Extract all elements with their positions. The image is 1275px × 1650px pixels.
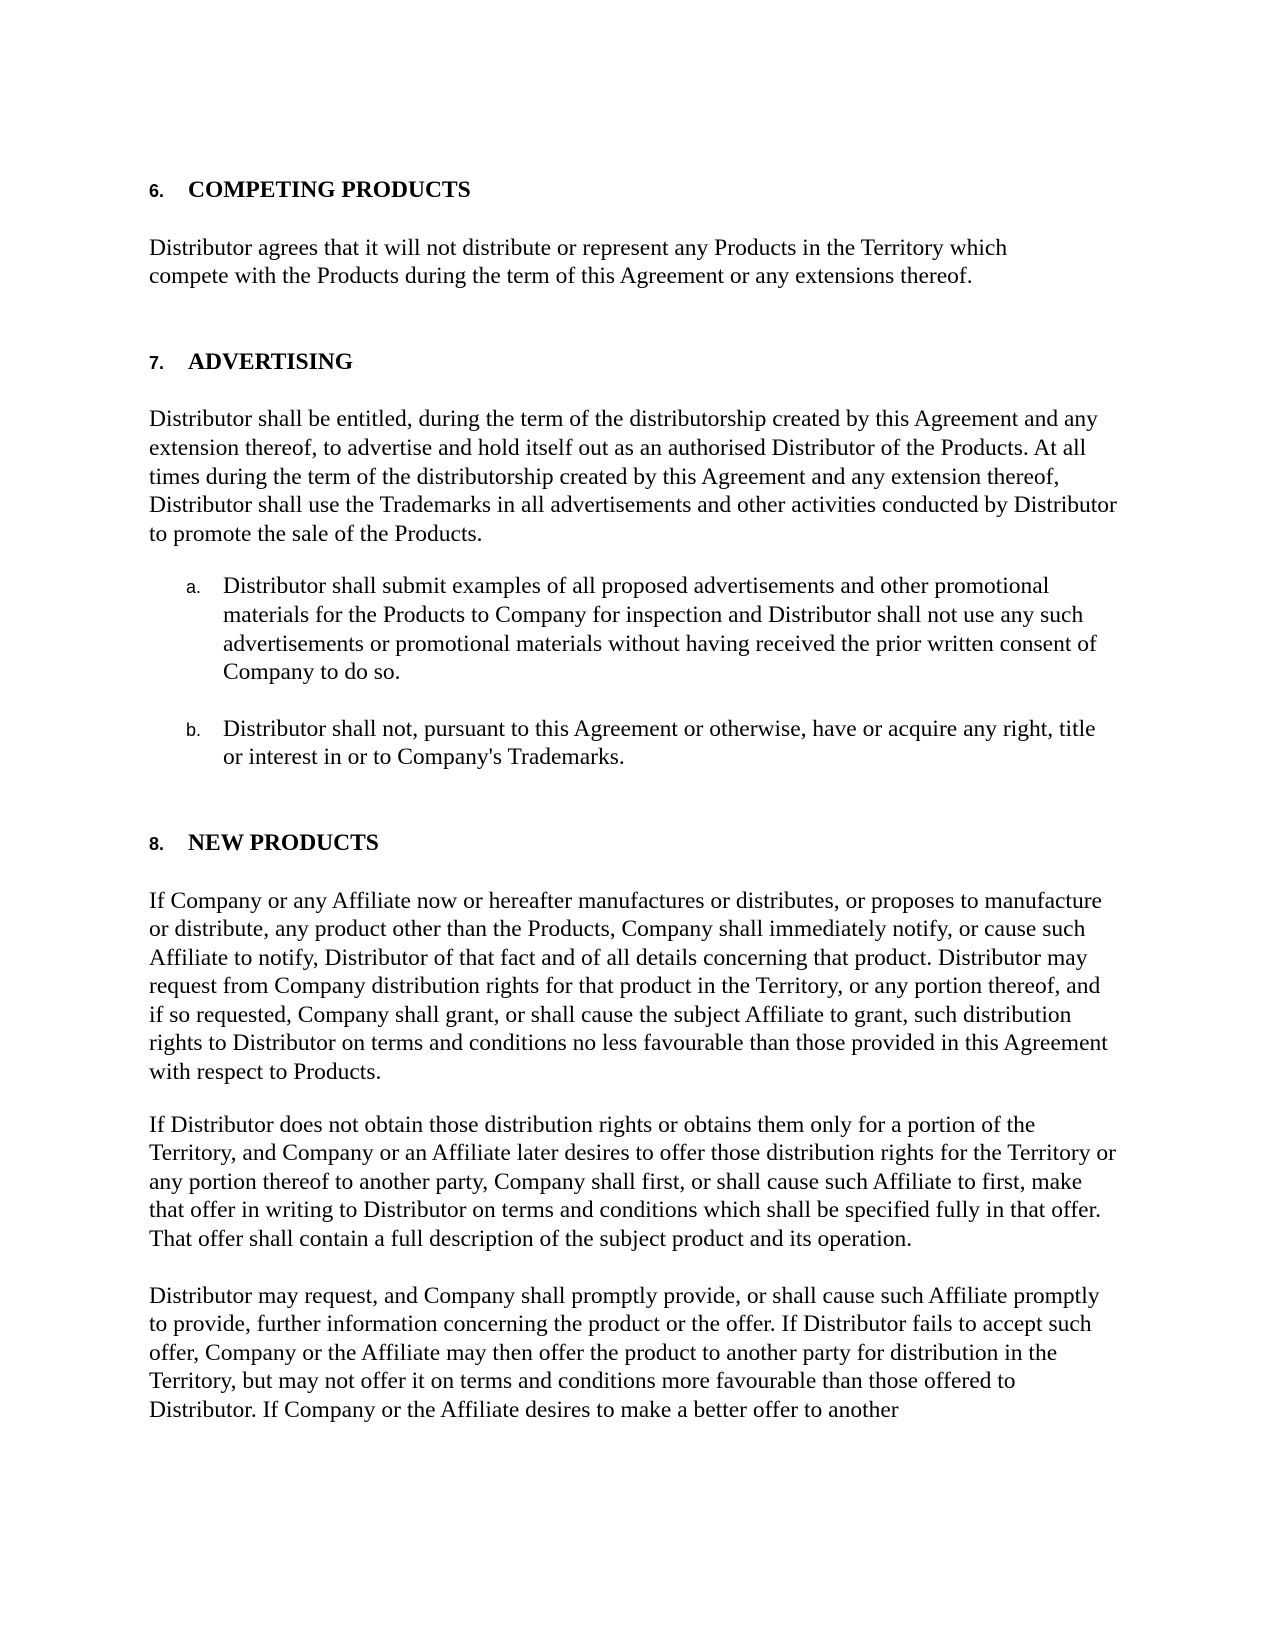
list-item: [186, 715, 1119, 772]
section-title: COMPETING PRODUCTS: [188, 177, 471, 203]
section-number: 7.: [149, 352, 165, 373]
section-heading: [149, 176, 1119, 206]
section-title: NEW PRODUCTS: [188, 829, 379, 856]
section-number: 8.: [149, 833, 165, 854]
section-new-products: [149, 829, 1119, 1425]
paragraph: If Company or any Affiliate now or hereafter manufactures or distributes, or proposes to manufacture or distribute, any product other than the Products, Company shall immediately notify, or cause such Affiliate to notify, Distributor of that fact and of all details concerning that product. Distributor may request from Company distribution rights for that product in the Territory, or any portion thereof, and if so requested, Company shall grant, or shall cause the subject Affiliate to grant, such distribution rights to Distributor on terms and conditions no less favourable than those provided in this Agreement with respect to Products.: [149, 887, 1108, 1086]
paragraph: If Distributor does not obtain those distribution rights or obtains them only for a portion of the Territory, and Company or an Affiliate later desires to offer those distribution rights for the Territory or any portion thereof to another party, Company shall first, or shall cause such Affiliate to first, make that offer in writing to Distributor on terms and conditions which shall be specified fully in that offer. That offer shall contain a full description of the subject product and its operation.: [149, 1111, 1116, 1253]
section-heading: [149, 348, 1119, 378]
list-item-label: b.: [186, 719, 202, 740]
section-advertising: [149, 348, 1119, 772]
section-competing-products: [149, 176, 1119, 291]
section-title: ADVERTISING: [188, 348, 354, 375]
list-item-text: Distributor shall submit examples of all proposed advertisements and other promotional materials for the Products to Company for inspection and Distributor shall not use any such advertisements or promotional materials without having received the prior written consent of Company to do so.: [223, 573, 1097, 686]
document-body: [149, 176, 1119, 1425]
list-item-text: Distributor shall not, pursuant to this Agreement or otherwise, have or acquire any right, title or interest in or to Company's Trademarks.: [223, 715, 1096, 771]
section-heading: [149, 829, 1119, 859]
paragraph: Distributor agrees that it will not distribute or represent any Products in the Territory which compete with the Products during the term of this Agreement or any extensions thereof.: [149, 234, 1008, 290]
paragraph: Distributor shall be entitled, during the term of the distributorship created by this Agreement and any extension thereof, to advertise and hold itself out as an authorised Distributor of the Products. At all times during the term of the distributorship created by this Agreement and any extension thereof, Distributor shall use the Trademarks in all advertisements and other activities conducted by Distributor to promote the sale of the Products.: [149, 406, 1117, 547]
list-item: [186, 572, 1119, 686]
section-number: 6.: [149, 181, 165, 201]
list-item-label: a.: [186, 577, 202, 598]
paragraph: Distributor may request, and Company shall promptly provide, or shall cause such Affiliate promptly to provide, further information concerning the product or the offer. If Distributor fails to accept such offer, Company or the Affiliate may then offer the product to another party for distribution in the Territory, but may not offer it on terms and conditions more favourable than those offered to Distributor. If Company or the Affiliate desires to make a better offer to another: [149, 1282, 1100, 1423]
